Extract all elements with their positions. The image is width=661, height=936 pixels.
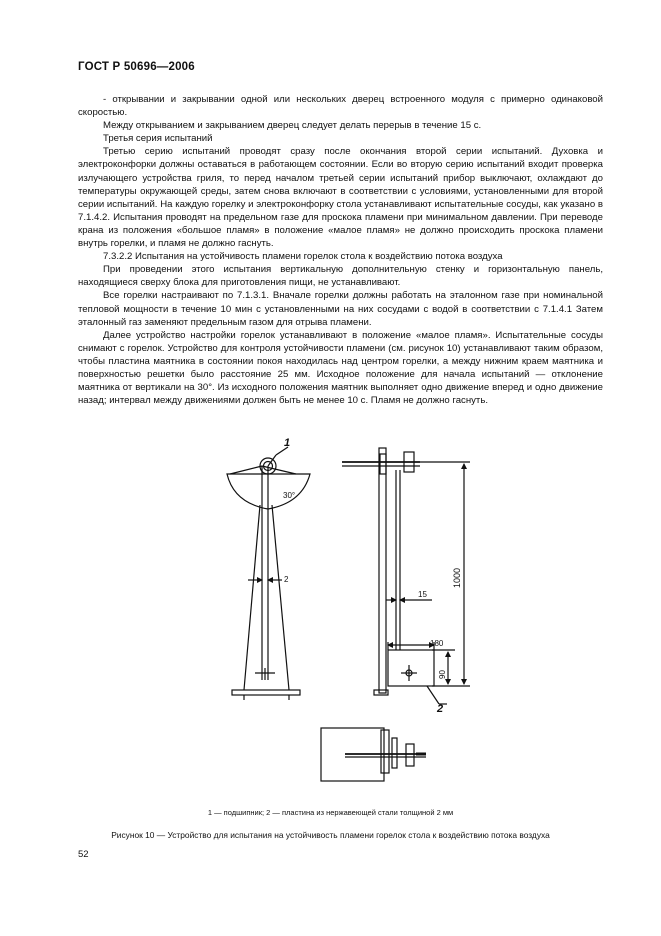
label-gap: 2 [284, 575, 289, 584]
figure-legend: 1 — подшипник; 2 — пластина из нержавеющей стали толщиной 2 мм [207, 808, 454, 817]
body-text [78, 93, 603, 407]
label-plate: 2 [437, 703, 444, 715]
label-1000: 1000 [452, 567, 462, 588]
paragraph: Все горелки настраивают по 7.1.3.1. Вначале горелки должны работать на эталонном газе при номинальной тепловой мощности в течение 10 мин с установленными на них сосудами с водой в соответствии с 7.1.4.1 Затем эталонный газ заменяют предельным газом для отрыва пламени. [78, 290, 603, 328]
figure-caption: Рисунок 10 — Устройство для испытания на устойчивость пламени горелок стола к воздействию потока воздуха [111, 830, 550, 840]
pendulum-plate [388, 650, 434, 686]
label-15: 15 [418, 590, 427, 599]
stand-column [379, 448, 386, 693]
label-bearing: 1 [284, 437, 291, 449]
document-header: ГОСТ Р 50696—2006 [78, 61, 195, 73]
label-90: 90 [438, 670, 447, 679]
page-number: 52 [78, 849, 89, 860]
stand-leg-left [244, 505, 260, 690]
stand-leg-right [272, 505, 289, 690]
section-heading: 7.3.2.2 Испытания на устойчивость пламени горелок стола к воздействию потока воздуха [103, 251, 503, 263]
paragraph: Третья серия испытаний [103, 133, 213, 145]
figure-10-drawing [200, 430, 520, 790]
bearing-housing [380, 454, 386, 474]
paragraph: При проведении этого испытания вертикальную дополнительную стенку и горизонтальную панель, находящиеся сверху блока для приготовления пищи, не устанавливают. [78, 264, 603, 289]
paragraph: Между открыванием и закрыванием дверец следует делать перерыв в течение 15 с. [103, 120, 482, 132]
left-base [232, 690, 300, 695]
paragraph: - открывании и закрывании одной или нескольких дверец встроенного модуля с примерно одинаковой скоростью. [78, 94, 603, 119]
label-180: 180 [430, 639, 444, 648]
label-angle: 30° [283, 491, 296, 500]
paragraph: Далее устройство настройки горелок устанавливают в положение «малое пламя». Испытательные сосуды снимают с горелок. Устройство для контроля устойчивости пламени (см. рисунок 10) устанавливают таким образом, чтобы пластина маятника в состоянии покоя находилась над центром горелки, а между нижним краем маятника и поверхностью решетки было расстояние 25 мм. Исходное положение для начала испытаний — отклонение маятника от вертикали на 30°. Из исходного положения маятник выполняет одно движение вперед и одно движение назад; интервал между движениями должен быть не менее 10 с. Пламя не должно гаснуть. [78, 329, 603, 407]
paragraph: Третью серию испытаний проводят сразу после окончания второй серии испытаний. Духовка и электроконфорки должны оставаться в работающем состоянии. Если во вторую серию испытаний входит проверка излучающего устройства гриля, то перед началом третьей серии испытаний прибор выключают, охлаждают до температуры окружающей среды, затем снова включают в соответствии с условиями, установленными для второй серии испытаний. На каждую горелку и электроконфорку стола устанавливают испытательные сосуды, как указано в 7.1.4.2. Испытания проводят на предельном газе для проскока пламени при минимальном давлении. При переводе крана из положения «большое пламя» в положение «малое пламя» не должно происходить проскока пламени внутрь горелки, и пламя не должно гаснуть. [78, 146, 603, 250]
